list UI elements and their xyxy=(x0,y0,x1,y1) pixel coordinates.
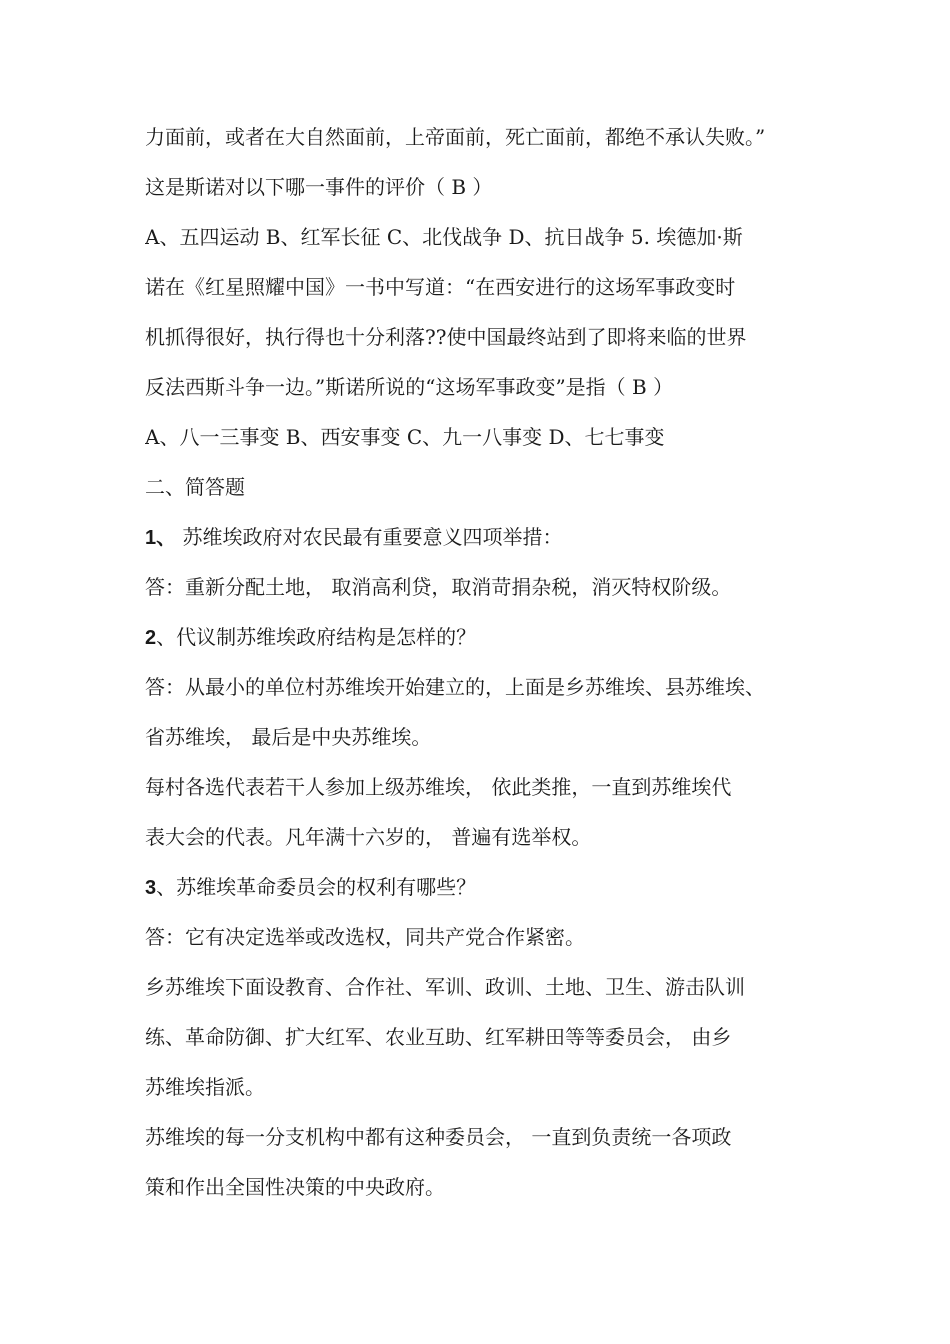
answer-line: 答：从最小的单位村苏维埃开始建立的，上面是乡苏维埃、县苏维埃、 xyxy=(145,675,765,699)
answer-line: 策和作出全国性决策的中央政府。 xyxy=(145,1175,445,1199)
question-1 xyxy=(145,512,811,562)
answer-line: 答：重新分配土地， 取消高利贷，取消苛捐杂税，消灭特权阶级。 xyxy=(145,575,732,599)
answer-line: 每村各选代表若干人参加上级苏维埃， 依此类推，一直到苏维埃代 xyxy=(145,775,732,799)
text-line: A、八一三事变 B、西安事变 C、九一八事变 D、七七事变 xyxy=(145,425,665,449)
text-line: 反法西斯斗争一边。”斯诺所说的“这场军事政变”是指（ B ） xyxy=(145,375,674,399)
question-number: 3 xyxy=(145,877,157,899)
text-line: 力面前，或者在大自然面前，上帝面前，死亡面前，都绝不承认失败。” xyxy=(145,125,766,149)
text-line: 这是斯诺对以下哪一事件的评价（ B ） xyxy=(145,175,493,199)
question-text: 苏维埃政府对农民最有重要意义四项举措： xyxy=(176,525,563,549)
question-3 xyxy=(145,862,811,912)
answer-line: 苏维埃的每一分支机构中都有这种委员会， 一直到负责统一各项政 xyxy=(145,1125,732,1149)
question-number: 1、 xyxy=(145,527,177,549)
section-heading: 二、简答题 xyxy=(145,475,245,499)
document-body xyxy=(145,112,811,1212)
answer-line: 答：它有决定选举或改选权，同共产党合作紧密。 xyxy=(145,925,585,949)
text-line: 机抓得很好，执行得也十分利落??使中国最终站到了即将来临的世界 xyxy=(145,325,747,349)
answer-line: 表大会的代表。凡年满十六岁的， 普遍有选举权。 xyxy=(145,825,592,849)
question-text: 、苏维埃革命委员会的权利有哪些？ xyxy=(156,875,477,899)
answer-line: 省苏维埃， 最后是中央苏维埃。 xyxy=(145,725,432,749)
text-line: A、五四运动 B、红军长征 C、北伐战争 D、抗日战争 5. 埃德加·斯 xyxy=(145,225,743,249)
answer-line: 练、革命防御、扩大红军、农业互助、红军耕田等等委员会， 由乡 xyxy=(145,1025,732,1049)
question-2 xyxy=(145,612,811,662)
question-text: 、代议制苏维埃政府结构是怎样的？ xyxy=(156,625,477,649)
question-number: 2 xyxy=(145,627,157,649)
answer-line: 乡苏维埃下面设教育、合作社、军训、政训、土地、卫生、游击队训 xyxy=(145,975,745,999)
text-line: 诺在《红星照耀中国》一书中写道：“在西安进行的这场军事政变时 xyxy=(145,275,736,299)
answer-line: 苏维埃指派。 xyxy=(145,1075,265,1099)
